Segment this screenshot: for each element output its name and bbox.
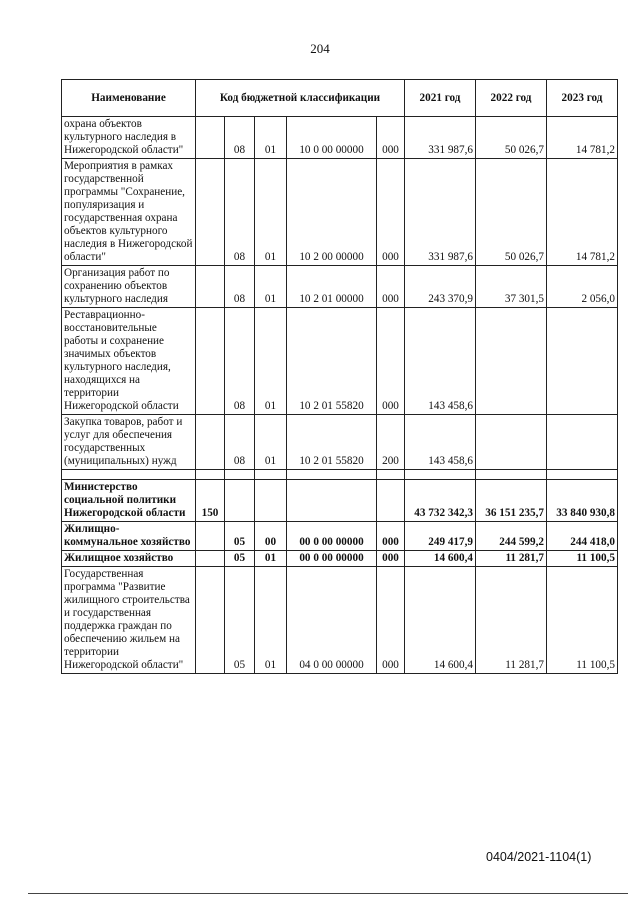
row-amount-2023: 33 840 930,8	[547, 480, 618, 522]
row-section: 05	[225, 551, 255, 567]
header-2021: 2021 год	[405, 80, 476, 117]
row-admin-code	[196, 470, 225, 480]
header-budget-code: Код бюджетной классификации	[196, 80, 405, 117]
row-admin-code	[196, 266, 225, 308]
row-target-article: 04 0 00 00000	[287, 567, 377, 674]
row-amount-2023	[547, 415, 618, 470]
row-amount-2022: 50 026,7	[476, 159, 547, 266]
table-row	[62, 308, 618, 415]
table-row	[62, 470, 618, 480]
table-row	[62, 480, 618, 522]
row-amount-2022: 50 026,7	[476, 117, 547, 159]
document-code: 0404/2021-1104(1)	[486, 850, 592, 864]
row-name: Жилищное хозяйство	[62, 551, 196, 567]
row-name: Министерство социальной политики Нижегородской области	[62, 480, 196, 522]
row-section	[225, 480, 255, 522]
table-row	[62, 117, 618, 159]
row-subsection: 01	[255, 117, 287, 159]
row-subsection: 01	[255, 308, 287, 415]
row-amount-2021: 143 458,6	[405, 308, 476, 415]
row-section: 08	[225, 308, 255, 415]
row-section: 05	[225, 567, 255, 674]
table-row	[62, 266, 618, 308]
row-admin-code	[196, 567, 225, 674]
row-name: Реставрационно-восстановительные работы и сохранение значимых объектов культурного наследия, находящихся на территории Нижегородской области	[62, 308, 196, 415]
row-admin-code: 150	[196, 480, 225, 522]
row-amount-2023: 2 056,0	[547, 266, 618, 308]
bottom-divider	[28, 893, 628, 894]
table-row	[62, 567, 618, 674]
row-target-article	[287, 480, 377, 522]
row-name	[62, 470, 196, 480]
row-target-article: 10 2 01 55820	[287, 308, 377, 415]
row-target-article: 10 0 00 00000	[287, 117, 377, 159]
page-number: 204	[310, 41, 330, 56]
row-amount-2023: 14 781,2	[547, 117, 618, 159]
table-row	[62, 415, 618, 470]
row-amount-2023	[547, 470, 618, 480]
row-section: 08	[225, 117, 255, 159]
row-section: 08	[225, 266, 255, 308]
row-subsection: 01	[255, 266, 287, 308]
row-subsection	[255, 480, 287, 522]
row-amount-2021: 14 600,4	[405, 567, 476, 674]
row-target-article: 10 2 01 55820	[287, 415, 377, 470]
row-admin-code	[196, 415, 225, 470]
table-body	[62, 117, 618, 674]
row-amount-2023: 11 100,5	[547, 551, 618, 567]
row-target-article: 10 2 00 00000	[287, 159, 377, 266]
row-subsection: 01	[255, 415, 287, 470]
budget-table	[61, 79, 618, 674]
table-row	[62, 159, 618, 266]
row-admin-code	[196, 551, 225, 567]
row-section: 05	[225, 522, 255, 551]
row-amount-2023	[547, 308, 618, 415]
row-amount-2023: 14 781,2	[547, 159, 618, 266]
row-amount-2022	[476, 415, 547, 470]
row-amount-2021: 331 987,6	[405, 117, 476, 159]
row-amount-2021: 331 987,6	[405, 159, 476, 266]
row-expense-type	[377, 470, 405, 480]
row-name: Закупка товаров, работ и услуг для обеспечения государственных (муниципальных) нужд	[62, 415, 196, 470]
row-expense-type: 000	[377, 266, 405, 308]
header-2022: 2022 год	[476, 80, 547, 117]
row-expense-type: 000	[377, 159, 405, 266]
row-amount-2023: 244 418,0	[547, 522, 618, 551]
row-section: 08	[225, 159, 255, 266]
row-subsection: 01	[255, 567, 287, 674]
row-amount-2022	[476, 308, 547, 415]
row-section	[225, 470, 255, 480]
table-header-row	[62, 80, 618, 117]
row-expense-type	[377, 480, 405, 522]
row-name: Мероприятия в рамках государственной программы "Сохранение, популяризация и государственная охрана объектов культурного наследия в Нижегородской области"	[62, 159, 196, 266]
row-amount-2021: 143 458,6	[405, 415, 476, 470]
row-amount-2022: 11 281,7	[476, 567, 547, 674]
row-name: Организация работ по сохранению объектов культурного наследия	[62, 266, 196, 308]
row-expense-type: 000	[377, 308, 405, 415]
row-admin-code	[196, 522, 225, 551]
row-expense-type: 200	[377, 415, 405, 470]
row-amount-2021: 43 732 342,3	[405, 480, 476, 522]
row-name: охрана объектов культурного наследия в Нижегородской области"	[62, 117, 196, 159]
header-name: Наименование	[62, 80, 196, 117]
row-amount-2022	[476, 470, 547, 480]
row-expense-type: 000	[377, 567, 405, 674]
row-target-article	[287, 470, 377, 480]
row-target-article: 10 2 01 00000	[287, 266, 377, 308]
row-expense-type: 000	[377, 522, 405, 551]
row-target-article: 00 0 00 00000	[287, 522, 377, 551]
row-section: 08	[225, 415, 255, 470]
row-amount-2022: 36 151 235,7	[476, 480, 547, 522]
row-amount-2021: 14 600,4	[405, 551, 476, 567]
row-amount-2022: 244 599,2	[476, 522, 547, 551]
row-amount-2021	[405, 470, 476, 480]
row-subsection: 01	[255, 551, 287, 567]
row-expense-type: 000	[377, 117, 405, 159]
row-subsection: 01	[255, 159, 287, 266]
row-target-article: 00 0 00 00000	[287, 551, 377, 567]
row-admin-code	[196, 117, 225, 159]
row-amount-2022: 37 301,5	[476, 266, 547, 308]
row-subsection: 00	[255, 522, 287, 551]
row-subsection	[255, 470, 287, 480]
row-name: Жилищно-коммунальное хозяйство	[62, 522, 196, 551]
header-2023: 2023 год	[547, 80, 618, 117]
row-expense-type: 000	[377, 551, 405, 567]
table-row	[62, 551, 618, 567]
row-admin-code	[196, 308, 225, 415]
row-amount-2022: 11 281,7	[476, 551, 547, 567]
table-row	[62, 522, 618, 551]
row-amount-2021: 249 417,9	[405, 522, 476, 551]
row-amount-2021: 243 370,9	[405, 266, 476, 308]
row-admin-code	[196, 159, 225, 266]
row-amount-2023: 11 100,5	[547, 567, 618, 674]
row-name: Государственная программа "Развитие жилищного строительства и государственная поддержка граждан по обеспечению жильем на территории Нижегородской области"	[62, 567, 196, 674]
